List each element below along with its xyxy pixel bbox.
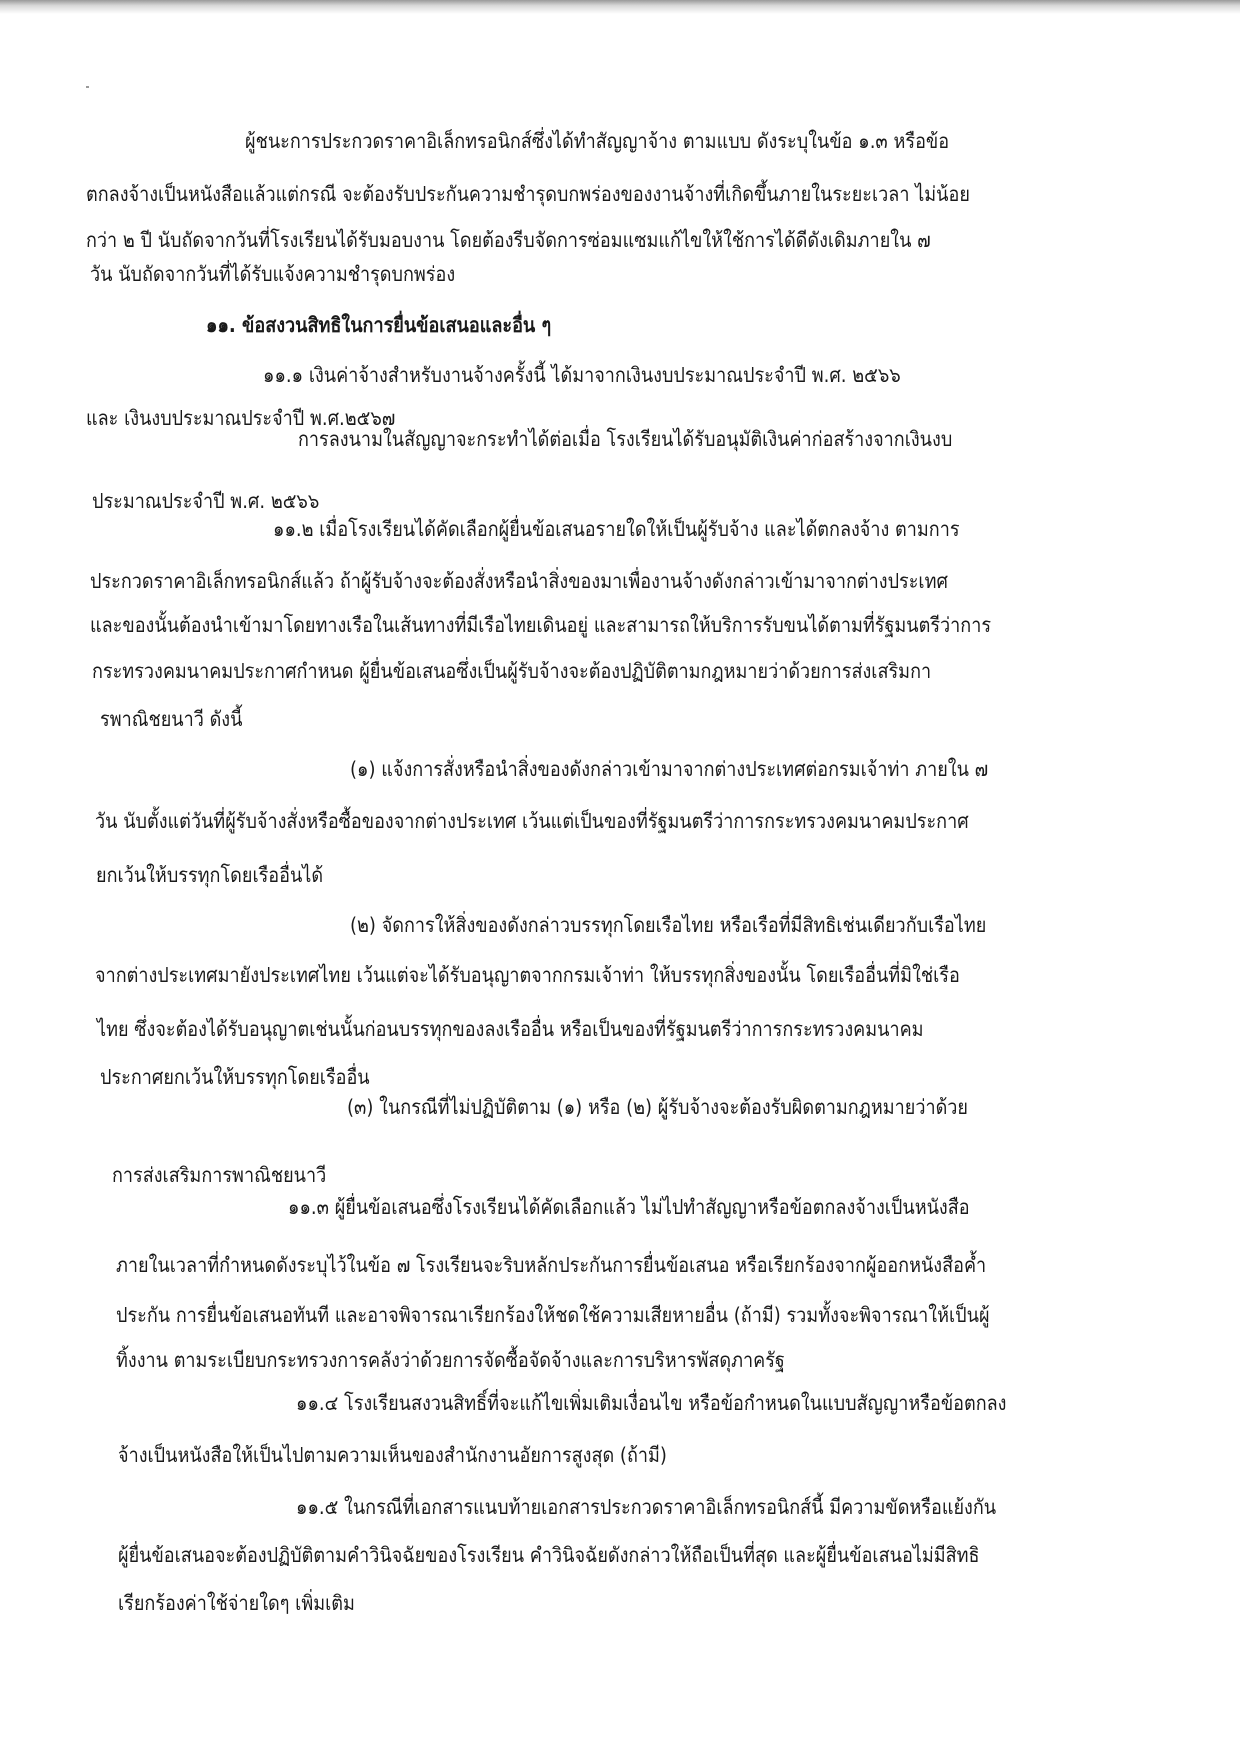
paragraph-line: ภายในเวลาที่กำหนดดังระบุไว้ในข้อ ๗ โรงเรียนจะริบหลักประกันการยื่นข้อเสนอ หรือเรียกร้องจากผู้ออกหนังสือค้ำ (116, 1253, 987, 1277)
paragraph-line: ยกเว้นให้บรรทุกโดยเรืออื่นได้ (96, 863, 324, 887)
paragraph-line: ๑๑.๕ ในกรณีที่เอกสารแนบท้ายเอกสารประกวดราคาอิเล็กทรอนิกส์นี้ มีความขัดหรือแย้งกัน (296, 1495, 997, 1519)
paragraph-line: กระทรวงคมนาคมประกาศกำหนด ผู้ยื่นข้อเสนอซึ่งเป็นผู้รับจ้างจะต้องปฏิบัติตามกฎหมายว่าด้วยการส่งเสริมกา (92, 659, 932, 683)
paragraph-line: ประกาศยกเว้นให้บรรทุกโดยเรืออื่น (100, 1065, 370, 1089)
paragraph-line: ประกัน การยื่นข้อเสนอทันที และอาจพิจารณาเรียกร้องให้ชดใช้ความเสียหายอื่น (ถ้ามี) รวมทั้งจะพิจารณาให้เป็นผู้ (116, 1303, 990, 1327)
section-heading: ๑๑. ข้อสงวนสิทธิในการยื่นข้อเสนอและอื่น ๆ (206, 313, 552, 337)
paragraph-line: เรียกร้องค่าใช้จ่ายใดๆ เพิ่มเติม (118, 1591, 355, 1615)
paragraph-line: ตกลงจ้างเป็นหนังสือแล้วแต่กรณี จะต้องรับประกันความชำรุดบกพร่องของงานจ้างที่เกิดขึ้นภายในระยะเวลา ไม่น้อย (86, 182, 970, 206)
paragraph-line: ๑๑.๒ เมื่อโรงเรียนได้คัดเลือกผู้ยื่นข้อเสนอรายใดให้เป็นผู้รับจ้าง และได้ตกลงจ้าง ตามการ (273, 517, 960, 541)
paragraph-line: ประมาณประจำปี พ.ศ. ๒๕๖๖ (92, 489, 320, 513)
paragraph-line: และ เงินงบประมาณประจำปี พ.ศ.๒๕๖๗ (86, 406, 396, 430)
paragraph-line: จ้างเป็นหนังสือให้เป็นไปตามความเห็นของสำนักงานอัยการสูงสุด (ถ้ามี) (118, 1443, 667, 1467)
paragraph-line: วัน นับถัดจากวันที่ได้รับแจ้งความชำรุดบกพร่อง (90, 262, 456, 286)
paragraph-line: จากต่างประเทศมายังประเทศไทย เว้นแต่จะได้รับอนุญาตจากกรมเจ้าท่า ให้บรรทุกสิ่งของนั้น โดยเรืออื่นที่มิใช่เรือ (95, 963, 960, 987)
paragraph-line: ไทย ซึ่งจะต้องได้รับอนุญาตเช่นนั้นก่อนบรรทุกของลงเรืออื่น หรือเป็นของที่รัฐมนตรีว่าการกระทรวงคมนาคม (97, 1017, 924, 1041)
paragraph-line: (๓) ในกรณีที่ไม่ปฏิบัติตาม (๑) หรือ (๒) ผู้รับจ้างจะต้องรับผิดตามกฎหมายว่าด้วย (347, 1095, 969, 1119)
paragraph-line: และของนั้นต้องนำเข้ามาโดยทางเรือในเส้นทางที่มีเรือไทยเดินอยู่ และสามารถให้บริการรับขนได้ตามที่รัฐมนตรีว่าการ (90, 613, 992, 637)
paragraph-line: (๒) จัดการให้สิ่งของดังกล่าวบรรทุกโดยเรือไทย หรือเรือที่มีสิทธิเช่นเดียวกับเรือไทย (350, 913, 987, 937)
paragraph-line: กว่า ๒ ปี นับถัดจากวันที่โรงเรียนได้รับมอบงาน โดยต้องรีบจัดการซ่อมแซมแก้ไขให้ใช้การได้ดีดังเดิมภายใน ๗ (86, 228, 931, 252)
paragraph-line: วัน นับตั้งแต่วันที่ผู้รับจ้างสั่งหรือซื้อของจากต่างประเทศ เว้นแต่เป็นของที่รัฐมนตรีว่าการกระทรวงคมนาคมประกาศ (95, 809, 969, 833)
paragraph-line: ผู้ชนะการประกวดราคาอิเล็กทรอนิกส์ซึ่งได้ทำสัญญาจ้าง ตามแบบ ดังระบุในข้อ ๑.๓ หรือข้อ (245, 129, 950, 153)
paragraph-line: ๑๑.๑ เงินค่าจ้างสำหรับงานจ้างครั้งนี้ ได้มาจากเงินงบประมาณประจำปี พ.ศ. ๒๕๖๖ (263, 363, 901, 387)
paragraph-line: ผู้ยื่นข้อเสนอจะต้องปฏิบัติตามคำวินิจฉัยของโรงเรียน คำวินิจฉัยดังกล่าวให้ถือเป็นที่สุด และผู้ยื่นข้อเสนอไม่มีสิทธิ (118, 1543, 980, 1567)
paragraph-line: (๑) แจ้งการสั่งหรือนำสิ่งของดังกล่าวเข้ามาจากต่างประเทศต่อกรมเจ้าท่า ภายใน ๗ (350, 757, 989, 781)
paragraph-line: ทิ้งงาน ตามระเบียบกระทรวงการคลังว่าด้วยการจัดซื้อจัดจ้างและการบริหารพัสดุภาครัฐ (116, 1348, 785, 1372)
scan-speck (86, 86, 89, 88)
paragraph-line: รพาณิชยนาวี ดังนี้ (100, 707, 243, 731)
paragraph-line: ๑๑.๓ ผู้ยื่นข้อเสนอซึ่งโรงเรียนได้คัดเลือกแล้ว ไม่ไปทำสัญญาหรือข้อตกลงจ้างเป็นหนังสือ (288, 1195, 970, 1219)
scan-edge (0, 0, 1240, 14)
paragraph-line: การส่งเสริมการพาณิชยนาวี (112, 1163, 327, 1187)
paragraph-line: การลงนามในสัญญาจะกระทำได้ต่อเมื่อ โรงเรียนได้รับอนุมัติเงินค่าก่อสร้างจากเงินงบ (298, 427, 953, 451)
paragraph-line: ๑๑.๔ โรงเรียนสงวนสิทธิ์ที่จะแก้ไขเพิ่มเติมเงื่อนไข หรือข้อกำหนดในแบบสัญญาหรือข้อตกลง (296, 1391, 1007, 1415)
paragraph-line: ประกวดราคาอิเล็กทรอนิกส์แล้ว ถ้าผู้รับจ้างจะต้องสั่งหรือนำสิ่งของมาเพื่องานจ้างดังกล่าวเข้ามาจากต่างประเทศ (90, 569, 948, 593)
